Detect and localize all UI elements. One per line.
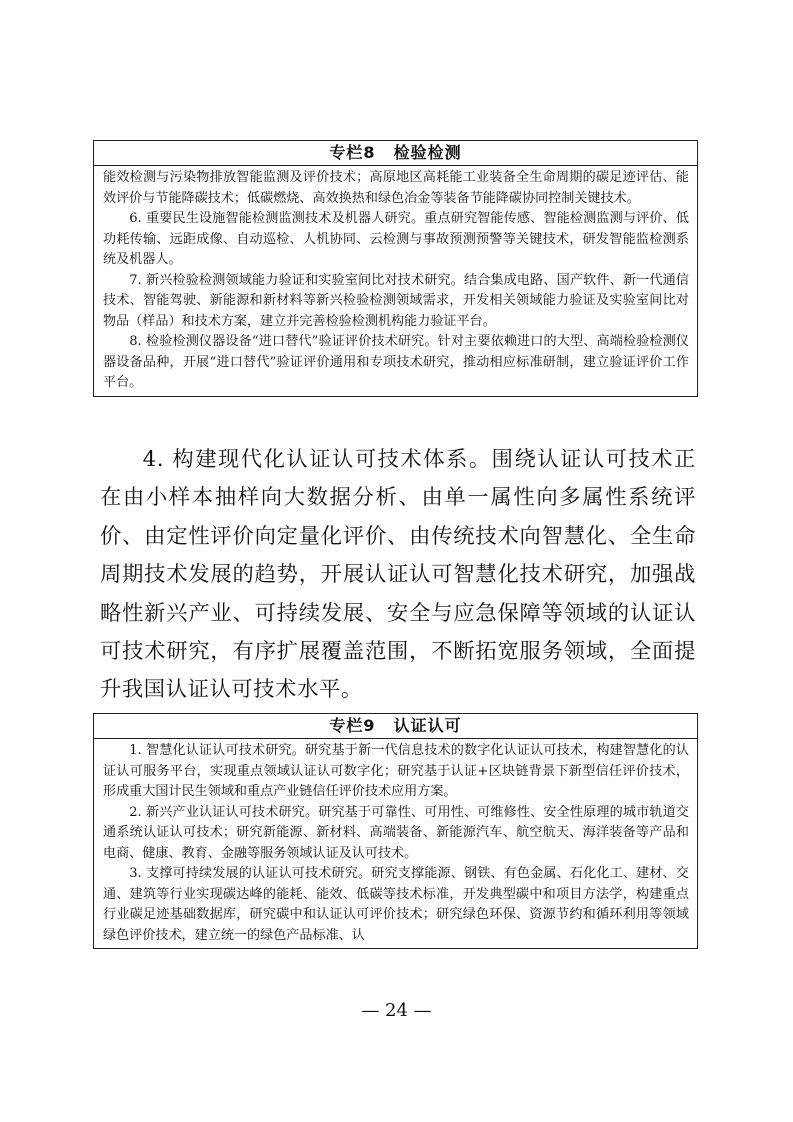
body-paragraph: 4. 构建现代化认证认可技术体系。围绕认证认可技术正在由小样本抽样向大数据分析、由单一属性向多属性系统评价、由定性评价向定量化评价、由传统技术向智慧化、全生命周期技术发展的趋势，开展认证认可智慧化技术研究，加强战略性新兴产业、可持续发展、安全与应急保障等领域的认证认可技术研究，有序扩展覆盖范围，不断拓宽服务领域，全面提升我国认证认可技术水平。 xyxy=(100,447,696,703)
column-box-8-paragraph: 8. 检验检测仪器设备“进口替代”验证评价技术研究。针对主要依赖进口的大型、高端检验检测仪器设备品种，开展“进口替代”验证评价通用和专项技术研究，推动相应标准研制，建立验证评价工作平台。 xyxy=(103,334,689,390)
column-box-9-paragraph: 3. 支撑可持续发展的认证认可技术研究。研究支撑能源、钢铁、有色金属、石化化工、建材、交通、建筑等行业实现碳达峰的能耗、能效、低碳等技术标准，开发典型碳中和项目方法学，构建重点行业碳足迹基础数据库，研究碳中和认证认可评价技术；研究绿色环保、资源节约和循环利用等领域绿色评价技术，建立统一的绿色产品标准、认 xyxy=(103,866,689,943)
column-box-9-body xyxy=(94,739,697,948)
column-box-8-title: 检验检测 xyxy=(393,143,462,162)
page-number: — 24 — xyxy=(361,1000,432,1021)
column-box-9-title: 认证认可 xyxy=(393,716,462,735)
column-box-9-paragraph: 2. 新兴产业认证认可技术研究。研究基于可靠性、可用性、可维修性、安全性原理的城市轨道交通系统认证认可技术；研究新能源、新材料、高端装备、新能源汽车、航空航天、海洋装备等产品和电商、健康、教育、金融等服务领域认证及认可技术。 xyxy=(103,804,689,861)
column-box-8-body xyxy=(94,166,697,396)
column-box-8-paragraph: 7. 新兴检验检测领域能力验证和实验室间比对技术研究。结合集成电路、国产软件、新一代通信技术、智能驾驶、新能源和新材料等新兴检验检测领域需求，开发相关领域能力验证及实验室间比对物品（样品）和技术方案，建立并完善检验检测机构能力验证平台。 xyxy=(103,272,689,329)
column-box-8-label: 专栏8 xyxy=(329,143,376,162)
column-box-9-header xyxy=(94,714,697,739)
column-box-8-header xyxy=(94,141,697,166)
column-box-9-label: 专栏9 xyxy=(329,716,376,735)
column-box-8-paragraph: 能效检测与污染物排放智能监测及评价技术；高原地区高耗能工业装备全生命周期的碳足迹评估、能效评价与节能降碳技术；低碳燃烧、高效换热和绿色冶金等装备节能降碳协同控制关键技术。 xyxy=(103,170,689,206)
column-box-9-paragraph: 1. 智慧化认证认可技术研究。研究基于新一代信息技术的数字化认证认可技术，构建智慧化的认证认可服务平台，实现重点领域认证认可数字化；研究基于认证+区块链背景下新型信任评价技术，形成重大国计民生领域和重点产业链信任评价技术应用方案。 xyxy=(103,743,689,799)
column-box-8 xyxy=(93,140,698,397)
column-box-9 xyxy=(93,713,698,949)
column-box-8-paragraph: 6. 重要民生设施智能检测监测技术及机器人研究。重点研究智能传感、智能检测监测与评价、低功耗传输、远距成像、自动巡检、人机协同、云检测与事故预测预警等关键技术，研发智能监检测系统及机器人。 xyxy=(103,211,689,267)
